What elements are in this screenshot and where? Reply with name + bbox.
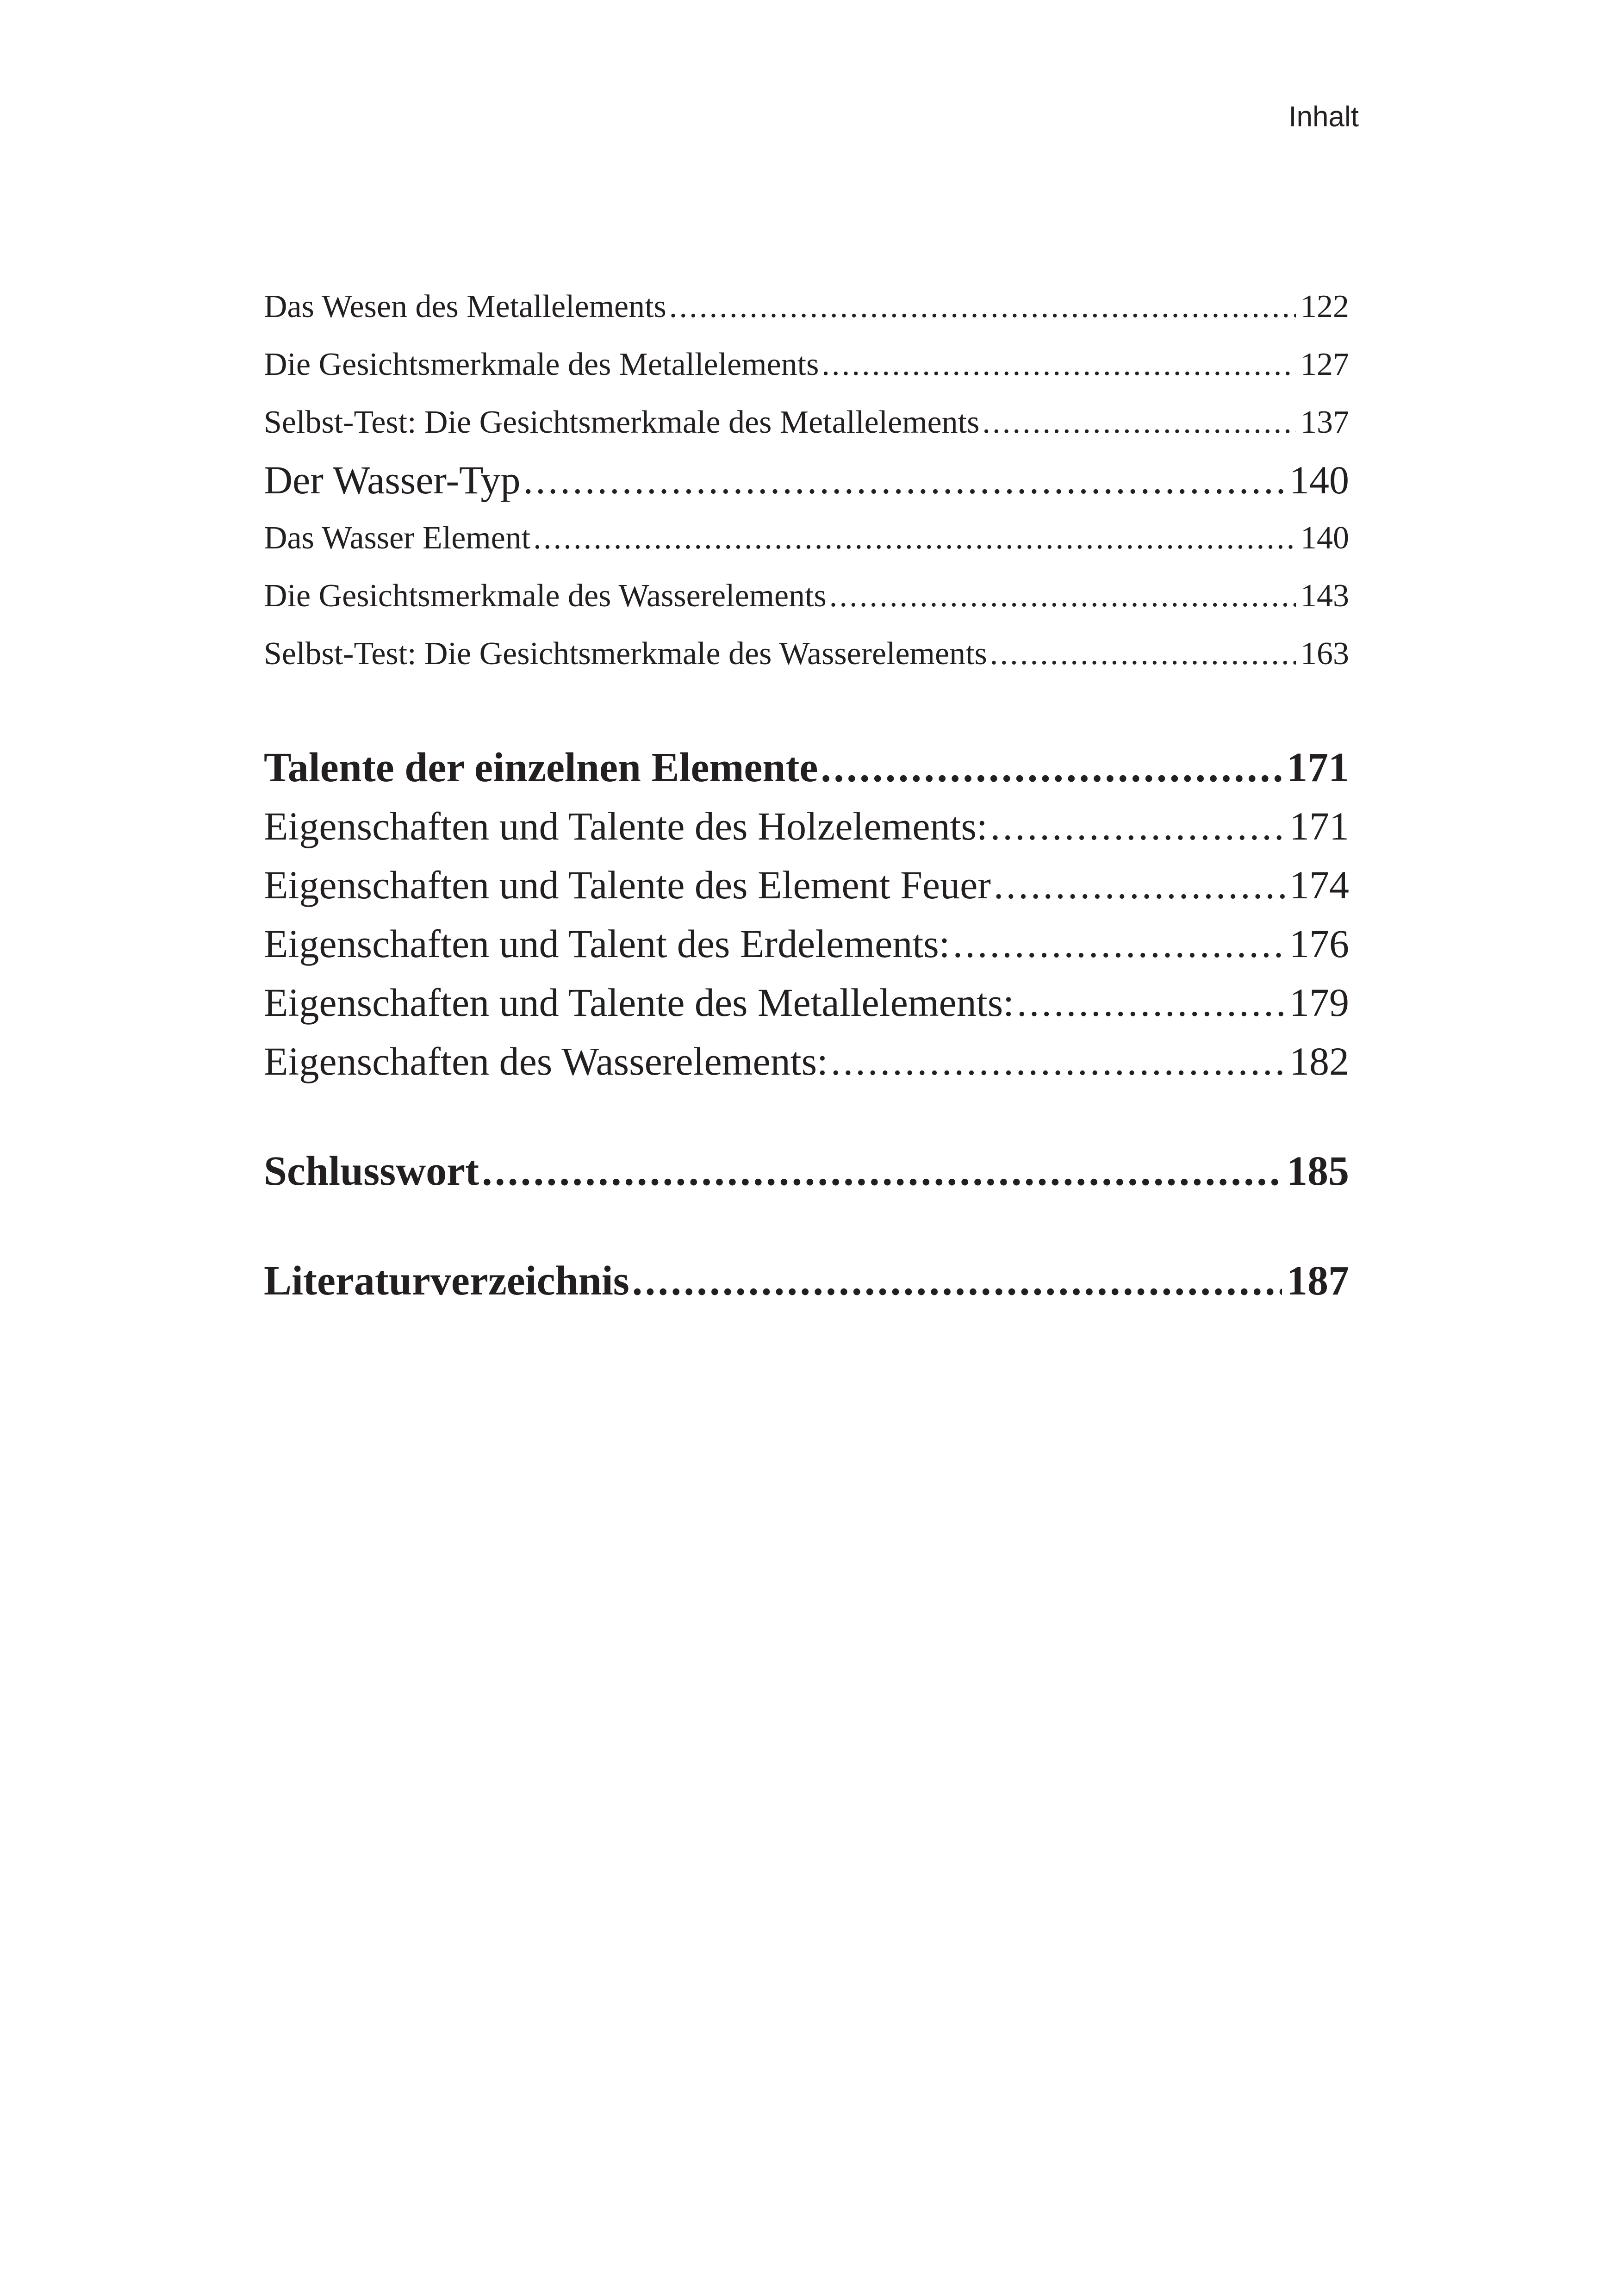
toc-entry[interactable]: [264, 567, 1349, 625]
toc-chapter-entry[interactable]: [264, 1142, 1349, 1201]
toc-entry[interactable]: [264, 856, 1349, 915]
toc-entry-page: 163: [1301, 636, 1349, 672]
toc-entry-page: 182: [1289, 1039, 1349, 1083]
running-header: Inhalt: [1288, 101, 1359, 133]
toc-entry-page: 140: [1301, 520, 1349, 556]
toc-chapter-page: 185: [1287, 1148, 1349, 1194]
dot-leader: [994, 856, 1285, 915]
toc-entry[interactable]: [264, 625, 1349, 683]
toc-chapter-page: 187: [1287, 1258, 1349, 1304]
toc-entry-title: Eigenschaften und Talente des Element Feuer: [264, 863, 991, 907]
spacer: [264, 1091, 1349, 1142]
toc-entry-title: Selbst-Test: Die Gesichtsmerkmale des Wasserelements: [264, 636, 987, 672]
dot-leader: [533, 509, 1296, 567]
toc-entry[interactable]: [264, 278, 1349, 336]
dot-leader: [821, 738, 1282, 797]
toc-entry-page: 137: [1301, 404, 1349, 440]
toc-entry-page: 171: [1289, 804, 1349, 848]
toc-entry-page: 140: [1289, 458, 1349, 502]
toc-chapter-title: Schlusswort: [264, 1148, 479, 1194]
dot-leader: [982, 393, 1296, 451]
dot-leader: [829, 567, 1296, 625]
dot-leader: [669, 278, 1296, 336]
toc-entry-title: Eigenschaften des Wasserelements:: [264, 1039, 828, 1083]
toc-entry[interactable]: [264, 973, 1349, 1032]
toc-entry[interactable]: [264, 393, 1349, 451]
dot-leader: [990, 797, 1285, 856]
toc-entry[interactable]: [264, 336, 1349, 393]
table-of-contents: [264, 278, 1349, 1310]
dot-leader: [821, 336, 1296, 393]
spacer: [264, 683, 1349, 738]
dot-leader: [523, 451, 1285, 509]
toc-entry-page: 127: [1301, 347, 1349, 382]
toc-chapter-title: Talente der einzelnen Elemente: [264, 745, 818, 790]
toc-entry-title: Das Wesen des Metallelements: [264, 289, 666, 324]
toc-entry-title: Das Wasser Element: [264, 520, 531, 556]
dot-leader: [482, 1142, 1282, 1201]
toc-entry[interactable]: [264, 797, 1349, 856]
dot-leader: [632, 1251, 1282, 1310]
toc-entry-title: Die Gesichtsmerkmale des Wasserelements: [264, 578, 827, 614]
toc-entry-title: Eigenschaften und Talent des Erdelements:: [264, 921, 950, 966]
toc-entry-page: 143: [1301, 578, 1349, 614]
toc-entry-title: Selbst-Test: Die Gesichtsmerkmale des Metallelements: [264, 404, 980, 440]
dot-leader: [990, 625, 1296, 683]
toc-chapter-entry[interactable]: [264, 738, 1349, 797]
toc-chapter-title: Literaturverzeichnis: [264, 1258, 629, 1304]
toc-entry-title: Die Gesichtsmerkmale des Metallelements: [264, 347, 819, 382]
spacer: [264, 1201, 1349, 1251]
toc-entry[interactable]: [264, 915, 1349, 973]
toc-entry-page: 122: [1301, 289, 1349, 324]
toc-entry-title: Eigenschaften und Talente des Holzelements:: [264, 804, 988, 848]
toc-chapter-page: 171: [1287, 745, 1349, 790]
toc-entry[interactable]: [264, 1032, 1349, 1091]
toc-entry-page: 179: [1289, 980, 1349, 1025]
toc-chapter-entry[interactable]: [264, 1251, 1349, 1310]
toc-entry-page: 174: [1289, 863, 1349, 907]
toc-entry-title: Eigenschaften und Talente des Metallelements:: [264, 980, 1014, 1025]
toc-entry-page: 176: [1289, 921, 1349, 966]
dot-leader: [1017, 973, 1285, 1032]
dot-leader: [831, 1032, 1285, 1091]
toc-entry[interactable]: [264, 509, 1349, 567]
dot-leader: [953, 915, 1285, 973]
toc-entry[interactable]: [264, 451, 1349, 509]
toc-entry-title: Der Wasser-Typ: [264, 458, 521, 502]
